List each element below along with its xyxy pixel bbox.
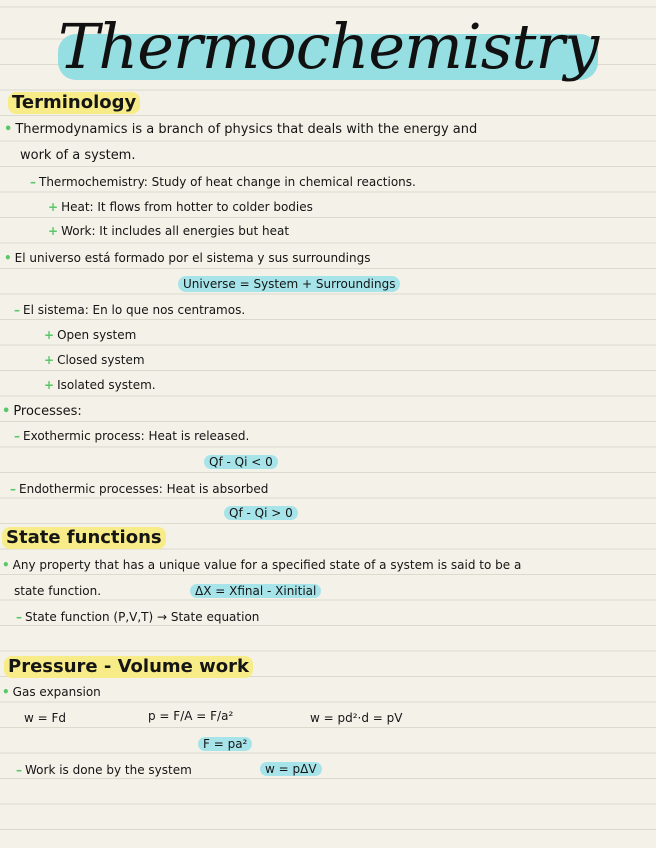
- note-text: Heat: It flows from hotter to colder bodies: [61, 200, 313, 214]
- note-text: El sistema: En lo que nos centramos.: [23, 303, 246, 317]
- note-line: [44, 327, 136, 343]
- note-line: [14, 302, 245, 318]
- dash-icon: –: [14, 429, 20, 443]
- note-text: Thermodynamics is a branch of physics that deals with the energy and: [15, 122, 478, 137]
- pressure-formula: p = F/A = F/a²: [148, 709, 234, 723]
- note-text: El universo está formado por el sistema y sus surroundings: [14, 251, 371, 265]
- plus-icon: +: [44, 328, 55, 342]
- note-text: Work is done by the system: [25, 763, 192, 777]
- dash-icon: –: [10, 482, 16, 496]
- plus-icon: +: [48, 224, 59, 238]
- dash-icon: –: [16, 763, 22, 777]
- bullet-icon: •: [4, 251, 12, 265]
- note-line: [4, 250, 370, 266]
- note-line: [44, 352, 145, 368]
- work-volume-formula: w = pd²·d = pV: [310, 711, 403, 725]
- note-line: [2, 557, 521, 573]
- note-text: Thermochemistry: Study of heat change in chemical reactions.: [39, 175, 416, 189]
- dash-icon: –: [16, 610, 22, 624]
- bullet-icon: •: [2, 558, 10, 572]
- work-formula: w = Fd: [24, 711, 67, 725]
- plus-icon: +: [44, 353, 55, 367]
- force-formula: F = pa²: [198, 737, 252, 751]
- note-text: Open system: [57, 328, 137, 342]
- note-text: State function (P,V,T) → State equation: [25, 610, 260, 624]
- note-text: Isolated system.: [57, 378, 156, 392]
- note-line: [14, 428, 249, 444]
- universe-equation: Universe = System + Surroundings: [178, 276, 400, 292]
- exothermic-equation: Qf - Qi < 0: [204, 455, 278, 469]
- note-line: [16, 609, 259, 625]
- note-text: Closed system: [57, 353, 145, 367]
- note-text: Exothermic process: Heat is released.: [23, 429, 250, 443]
- dash-icon: –: [14, 303, 20, 317]
- bullet-icon: •: [4, 122, 13, 137]
- note-line: [16, 762, 192, 778]
- note-line: [4, 121, 477, 139]
- heading-pressure-volume-work: Pressure - Volume work: [4, 656, 253, 678]
- note-text: Work: It includes all energies but heat: [61, 224, 290, 238]
- endothermic-equation: Qf - Qi > 0: [224, 506, 298, 520]
- heading-terminology: Terminology: [8, 92, 140, 114]
- heading-state-functions: State functions: [2, 527, 166, 549]
- note-line: [2, 403, 82, 421]
- note-text: Processes:: [13, 404, 82, 419]
- note-text: work of a system.: [20, 148, 136, 163]
- note-text: Any property that has a unique value for a specified state of a system is said to be a: [12, 558, 522, 572]
- note-text: Gas expansion: [12, 685, 101, 699]
- state-function-equation: ΔX = Xfinal - Xinitial: [190, 584, 321, 598]
- note-line: [30, 174, 416, 190]
- note-line: [10, 481, 268, 497]
- title-block: [58, 4, 598, 90]
- note-line: [48, 223, 289, 239]
- note-line: [44, 377, 156, 393]
- note-line: [2, 684, 101, 700]
- pv-work-equation: w = pΔV: [260, 762, 322, 776]
- bullet-icon: •: [2, 404, 11, 419]
- bullet-icon: •: [2, 685, 10, 699]
- plus-icon: +: [44, 378, 55, 392]
- plus-icon: +: [48, 200, 59, 214]
- dash-icon: –: [30, 175, 36, 189]
- note-text: Endothermic processes: Heat is absorbed: [19, 482, 269, 496]
- note-line: [48, 199, 313, 215]
- page-title: Thermochemistry: [58, 10, 599, 83]
- note-text: state function.: [14, 584, 102, 598]
